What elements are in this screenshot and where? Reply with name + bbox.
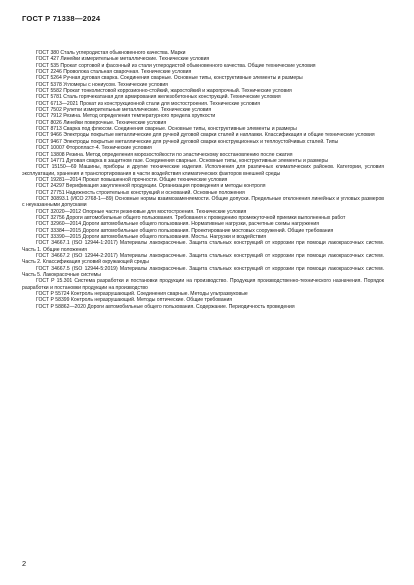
- reference-entry: ГОСТ 33390—2015 Дороги автомобильные общего пользования. Мосты. Нагрузки и воздействия: [36, 233, 267, 240]
- reference-entry: ГОСТ 535 Прокат сортовой и фасонный из стали углеродистой обыкновенного качества. Общие технические условия: [36, 62, 316, 69]
- reference-entry: ГОСТ 34667.1 (ISO 12944-1:2017) Материалы лакокрасочные. Защита стальных конструкций от коррозии при помощи лакокрасочных систем. Часть 1. Общие положения: [22, 240, 384, 253]
- page-header: ГОСТ Р 71338—2024: [22, 14, 101, 23]
- reference-entry: ГОСТ 34667.5 (ISO 12944-5:2019) Материалы лакокрасочные. Защита стальных конструкций от коррозии при помощи лакокрасочных систем. Часть 5. Лакокрасочные системы: [22, 265, 384, 279]
- reference-entry: ГОСТ 7502 Рулетки измерительные металлические. Технические условия: [36, 107, 212, 114]
- reference-entry: ГОСТ 24297 Верификация закупленной продукции. Организация проведения и методы контроля: [36, 183, 266, 190]
- reference-entry: ГОСТ 33384—2015 Дороги автомобильные общего пользования. Проектирование мостовых сооружений. Общие требования: [36, 227, 334, 234]
- reference-entry: ГОСТ 9466 Электроды покрытые металлические для ручной дуговой сварки сталей и наплавки. Классификация и общие технические условия: [36, 132, 375, 139]
- reference-entry: ГОСТ 2246 Проволока стальная сварочная. Технические условия: [36, 69, 192, 76]
- reference-entry: ГОСТ Р 58399 Контроль неразрушающий. Методы оптические. Общие требования: [36, 297, 233, 304]
- reference-entry: ГОСТ 8713 Сварка под флюсом. Соединения сварные. Основные типы, конструктивные элементы и размеры: [36, 126, 297, 133]
- reference-entry: ГОСТ 13808 Резина. Метод определения морозостойкости по эластическому восстановлению после сжатия: [36, 151, 293, 158]
- reference-entry: ГОСТ 34667.2 (ISO 12944-2:2017) Материалы лакокрасочные. Защита стальных конструкций от коррозии при помощи лакокрасочных систем. Часть 2. Классификация условий окружающей среды: [22, 253, 384, 266]
- page-number: 2: [22, 559, 27, 568]
- reference-entry: ГОСТ 427 Линейки измерительные металлические. Технические условия: [36, 56, 210, 63]
- reference-entry: ГОСТ 380 Сталь углеродистая обыкновенного качества. Марки: [36, 50, 186, 56]
- reference-entry: ГОСТ 6713—2021 Прокат из конструкционной стали для мостостроения. Технические условия: [36, 100, 260, 107]
- reference-entry: ГОСТ 5582 Прокат тонколистовой коррозионно-стойкий, жаростойкий и жаропрочный. Технические условия: [36, 88, 292, 95]
- reference-entry: ГОСТ 5378 Угломеры с нониусом. Технические условия: [36, 81, 168, 88]
- reference-entry: ГОСТ Р 15.301 Система разработки и постановки продукции на производство. Продукция производственно-технического назначения. Порядок разработки и постановки продукции на производство: [22, 278, 384, 291]
- reference-entry: ГОСТ Р 55724 Контроль неразрушающий. Соединения сварные. Методы ультразвуковые: [36, 291, 248, 298]
- reference-entry: ГОСТ 15150—69 Машины, приборы и другие технические изделия. Исполнения для различных климатических районов. Категории, условия эксплуатации, хранения и транспортирования в части воздействия климатических факторов внешней среды: [22, 164, 384, 177]
- reference-entry: ГОСТ Р 58862—2020 Дороги автомобильные общего пользования. Содержание. Периодичность проведения: [36, 303, 295, 310]
- reference-entry: ГОСТ 7912 Резина. Метод определения температурного предела хрупкости: [36, 113, 216, 120]
- reference-entry: ГОСТ 10007 Фторопласт-4. Технические условия: [36, 145, 152, 152]
- reference-entry: ГОСТ 5781 Сталь горячекатаная для армирования железобетонных конструкций. Технические условия: [36, 94, 281, 101]
- reference-entry: ГОСТ 19281—2014 Прокат повышенной прочности. Общие технические условия: [36, 176, 228, 183]
- reference-entry: ГОСТ 5264 Ручная дуговая сварка. Соединения сварные. Основные типы, конструктивные элементы и размеры: [36, 75, 303, 82]
- reference-entry: ГОСТ 9467 Электроды покрытые металлические для ручной дуговой сварки конструкционных и теплоустойчивых сталей. Типы: [36, 138, 339, 145]
- reference-entry: ГОСТ 27751 Надежность строительных конструкций и оснований. Основные положения: [36, 189, 245, 196]
- reference-entry: ГОСТ 32020—2012 Опорные части резиновые для мостостроения. Технические условия: [36, 208, 247, 215]
- reference-entry: ГОСТ 8026 Линейки поверочные. Технические условия: [36, 119, 167, 126]
- reference-entry: ГОСТ 30893.1 (ИСО 2768-1—89) Основные нормы взаимозаменяемости. Общие допуски. Предельные отклонения линейных и угловых размеров с неуказанными допусками: [22, 195, 384, 209]
- reference-entry: ГОСТ 32960—2014 Дороги автомобильные общего пользования. Нормативные нагрузки, расчетные схемы нагружения: [36, 221, 319, 228]
- normative-references-list: [22, 50, 384, 310]
- reference-entry: ГОСТ 32756 Дороги автомобильные общего пользования. Требования к проведению промежуточной приемки выполненных работ: [36, 214, 346, 221]
- reference-entry: ГОСТ 14771 Дуговая сварка в защитном газе. Соединения сварные. Основные типы, конструктивные элементы и размеры: [36, 157, 328, 164]
